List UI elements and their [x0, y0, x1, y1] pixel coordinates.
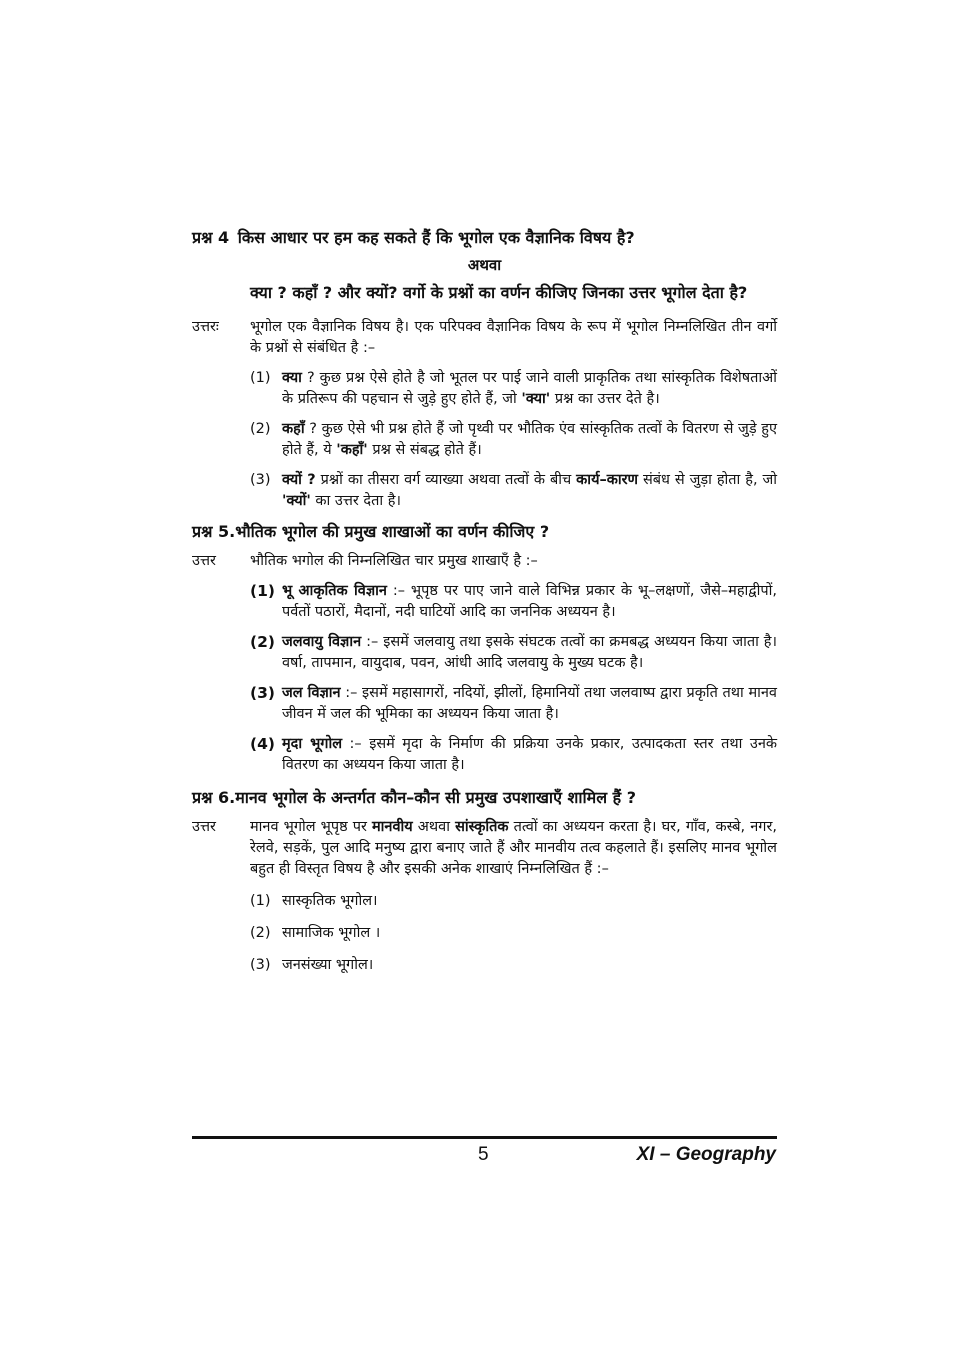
question-6 — [192, 786, 777, 809]
item-text: जल विज्ञान :– इसमें महासागरों, नदियों, झीलों, हिमानियों तथा जलवाष्प द्वारा प्रकृति तथा मानव जीवन में जल की भूमिका का अध्ययन किया जाता है। — [282, 685, 777, 722]
answer-4 — [192, 317, 777, 359]
answer-text: मानव भूगोल भूपृष्ठ पर मानवीय अथवा सांस्कृतिक तत्वों का अध्ययन करता है। घर, गाँव, कस्बे, नगर, रेलवे, सड़कें, पुल आदि मनुष्य द्वारा बनाए जाते हैं और मानवीय तत्व कहलाते हैं। इसलिए मानव भूगोल बहुत ही विस्तृत विषय है और इसकी अनेक शाखाएं निम्नलिखित हैं :– — [250, 819, 778, 877]
question-number: प्रश्न 6. — [192, 788, 236, 807]
list-item — [250, 470, 777, 512]
item-number: (1) — [250, 370, 271, 386]
question-number: प्रश्न 5. — [192, 522, 236, 541]
footer-subject: XI – Geography — [636, 1144, 776, 1165]
question-4 — [192, 226, 777, 249]
item-number: (1) — [250, 893, 271, 909]
or-separator: अथवा — [467, 256, 502, 274]
question-number: प्रश्न 4 — [192, 228, 230, 247]
question-text: मानव भूगोल के अन्तर्गत कौन–कौन सी प्रमुख उपशाखाएँ शामिल हैं ? — [235, 788, 636, 807]
footer-rule — [192, 1136, 777, 1139]
answer-6 — [192, 817, 777, 880]
item-number: (1) — [250, 582, 275, 600]
answer-text: भौतिक भगोल की निम्नलिखित चार प्रमुख शाखाएँ है :– — [250, 553, 538, 569]
item-number: (2) — [250, 925, 271, 941]
item-number: (3) — [250, 957, 271, 973]
item-number: (2) — [250, 421, 271, 437]
list-item — [250, 368, 777, 410]
answer-label: उत्तर — [192, 819, 216, 835]
list-item — [250, 632, 777, 674]
item-number: (2) — [250, 633, 275, 651]
item-number: (4) — [250, 735, 275, 753]
list-item — [250, 955, 777, 976]
item-text: सामाजिक भूगोल । — [282, 925, 381, 941]
answer-label: उत्तर — [192, 553, 216, 569]
question-4-alternate: क्या ? कहाँ ? और क्यों? वर्गो के प्रश्नों का वर्णन कीजिए जिनका उत्तर भूगोल देता है? — [250, 283, 748, 302]
list-item — [250, 581, 777, 623]
list-item — [250, 923, 777, 944]
item-number: (3) — [250, 472, 271, 488]
page-content — [192, 226, 777, 976]
item-text: कहाँ ? कुछ ऐसे भी प्रश्न होते हैं जो पृथ्वी पर भौतिक एंव सांस्कृतिक तत्वों के वितरण से जुड़े हुए होते हैं, ये 'कहाँ' प्रश्न से संबद्ध होते हैं। — [282, 421, 777, 458]
list-item — [250, 683, 777, 725]
answer-label: उत्तरः — [192, 319, 219, 335]
list-item — [250, 734, 777, 776]
item-text: सास्कृतिक भूगोल। — [282, 893, 378, 909]
question-5 — [192, 520, 777, 543]
item-text: भू आकृतिक विज्ञान :– भूपृष्ठ पर पाए जाने वाले विभिन्न प्रकार के भू–लक्षणों, जैसे–महाद्वीपों, पर्वतों पठारों, मैदानों, नदी घाटियों आदि का जननिक अध्ययन है। — [282, 583, 777, 620]
page-number: 5 — [478, 1144, 489, 1165]
item-text: क्या ? कुछ प्रश्न ऐसे होते है जो भूतल पर पाई जाने वाली प्राकृतिक तथा सांस्कृतिक विशेषताओं के प्रतिरूप की पहचान से जुड़े हुए होते हैं, जो 'क्या' प्रश्न का उत्तर देते है। — [282, 370, 777, 407]
item-number: (3) — [250, 684, 275, 702]
item-text: मृदा भूगोल :– इसमें मृदा के निर्माण की प्रक्रिया उनके प्रकार, उत्पादकता स्तर तथा उनके वितरण का अध्ययन किया जाता है। — [282, 736, 777, 773]
question-text: भौतिक भूगोल की प्रमुख शाखाओं का वर्णन कीजिए ? — [235, 522, 550, 541]
item-text: क्यों ? प्रश्नों का तीसरा वर्ग व्याख्या अथवा तत्वों के बीच कार्य–कारण संबंध से जुड़ा होता है, जो 'क्यों' का उत्तर देता है। — [282, 472, 777, 509]
list-item — [250, 419, 777, 461]
item-text: जलवायु विज्ञान :– इसमें जलवायु तथा इसके संघटक तत्वों का क्रमबद्ध अध्ययन किया जाता है। वर्षा, तापमान, वायुदाब, पवन, आंधी आदि जलवायु के मुख्य घटक है। — [282, 634, 778, 671]
list-item — [250, 891, 777, 912]
item-text: जनसंख्या भूगोल। — [282, 957, 374, 973]
question-text: किस आधार पर हम कह सकते हैं कि भूगोल एक वैज्ञानिक विषय है? — [237, 228, 635, 247]
answer-text: भूगोल एक वैज्ञानिक विषय है। एक परिपक्व वैज्ञानिक विषय के रूप में भूगोल निम्नलिखित तीन वर्गो के प्रश्नों से संबंधित है :– — [250, 319, 777, 356]
answer-5 — [192, 551, 777, 572]
